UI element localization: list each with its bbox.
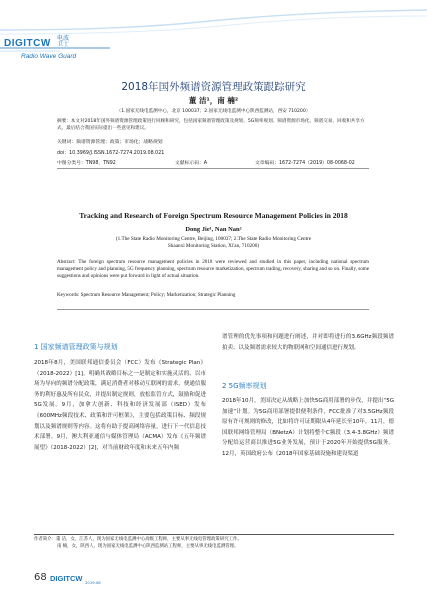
chinese-keywords: 关键词：频谱资源管理；政策；市场化；战略规划 — [57, 140, 163, 145]
section-heading-2: 2 5G频率规划 — [222, 382, 267, 390]
english-title: Tracking and Research of Foreign Spectrum Resource Management Policies in 2018 — [79, 211, 348, 220]
article-number: 文章编码：1672-7274（2019）08-0068-02 — [255, 161, 355, 166]
chinese-authors: 董 洁¹，南 楠² — [188, 96, 239, 105]
masthead-brand-chinese-line1: 电波 — [57, 35, 70, 42]
page-number: 68 — [34, 572, 47, 583]
clc-number: 中图分类号：TN98，TN92 — [57, 161, 116, 166]
masthead-brand: DIGITCW — [4, 38, 51, 49]
english-keywords: Keywords: Spectrum Resource Management; Policy; Marketization; Strategic Planning — [57, 292, 236, 298]
masthead-brand-chinese — [57, 36, 69, 48]
divider — [57, 168, 369, 169]
section-heading-1: 1 国家频谱管理政策与规划 — [34, 343, 118, 351]
chinese-title: 2018年国外频谱资源管理政策跟踪研究 — [121, 81, 306, 93]
document-code: 文献标示码：A — [175, 161, 208, 166]
english-authors: Dong Jie¹, Nan Nan² — [185, 226, 242, 233]
masthead-column-name: Radio Wave Guard — [21, 53, 77, 60]
chinese-abstract: 摘要：本文对2018年国外频谱资源管理政策进行回顾和研究，包括国家频谱管理政策及规划、5G频率规划、频谱资源市场化、频谱交易、回收和共享方式，最后结合我国实际提出一些意见和建议。 — [57, 119, 365, 131]
body-column-right-continued: 谱管理的优先事项和问题进行阐述，并对即将进行的3.6GHz频段频谱拍卖、以及频谱需求较大的物联网和空间通信进行规划。 — [222, 334, 394, 351]
body-column-right: 2018年10月，美国决定从战略上加快5G商用部署的步伐，并提出“5G加速”计划。为5G商用部署提供便利条件，FCC批准了对3.5GHz频段原有许可规则的修改，比如将许可证期限从4年延长至10年。11月，德国联邦网络管理局（BNetzA）计划将整个C频段（3.4-3.8GHz）频谱分配给运营商以推进5G业务发展，预计于2020年开始提供5G服务。12月，英国政府公布《2018年国家基础设施和建设渠道 — [222, 398, 394, 457]
author-note-2: 南 楠，女，陕西人，现为国家无线电监测中心陕西监测站工程师，主要从事无线电监测管理。 — [57, 544, 239, 549]
english-abstract: Abstract: The foreign spectrum resource management policies in 2018 were reviewed and studied in this paper, including national spectrum management policy and planning, 5G frequency planning, spectrum resource marketization, spectrum trading, recovery, sharing and so on. Finally, some suggestions and opinions were put forward in light of actual situation. — [57, 259, 369, 279]
doi: doi：10.3969/J.ISSN.1672-7274.2019.08.021 — [57, 151, 165, 156]
chinese-affiliation: （1.国家无线电监测中心，北京 100037；2.国家无线电监测中心陕西监测站，西安 710200） — [116, 109, 311, 114]
footer-issue-date: 2019.08 — [85, 580, 101, 585]
footnote-rule — [34, 534, 394, 535]
english-affiliation: (1.The State Radio Monitoring Centre, Beijing, 100037; 2.The State Radio Monitoring Centre Shaanxi Monitoring Station, Xi'an, 710200) — [115, 236, 312, 249]
body-column-left: 2018年8月，美国联邦通信委员会（FCC）发布《Strategic Plan》（2018-2022）[1]，明确其战略目标之一是制定和实施灵活的、以市场为导向的频谱分配政策，满足消费者对移动互联网的需求，便通信服务的利好惠及所有民众，并提出制定规则，放松监管方式，鼓励和促进5G发展。9月，加拿大创新、科技和经济发展部（ISED）发布《600MHz频段技术、政策和许可框架》，主要包括政策目标、频段规划以及频谱规则等内容。这将有助于提高网络容量，进行下一代信息技术部署。9月，澳大利亚通信与媒体管理局（ACMA）发布《五年频谱展望》（2018-2022）[2]，对当前财政年度和未来五年内频 — [34, 360, 206, 451]
author-note-1: 作者简介：董 洁，女，江苏人，现为国家无线电监测中心高级工程师，主要从事无线电管理政策研究工作。 — [34, 537, 242, 542]
masthead-brand-chinese-line2: 卫士 — [57, 41, 70, 48]
divider — [57, 309, 369, 310]
footer-brand: DIGITCW — [50, 574, 83, 583]
